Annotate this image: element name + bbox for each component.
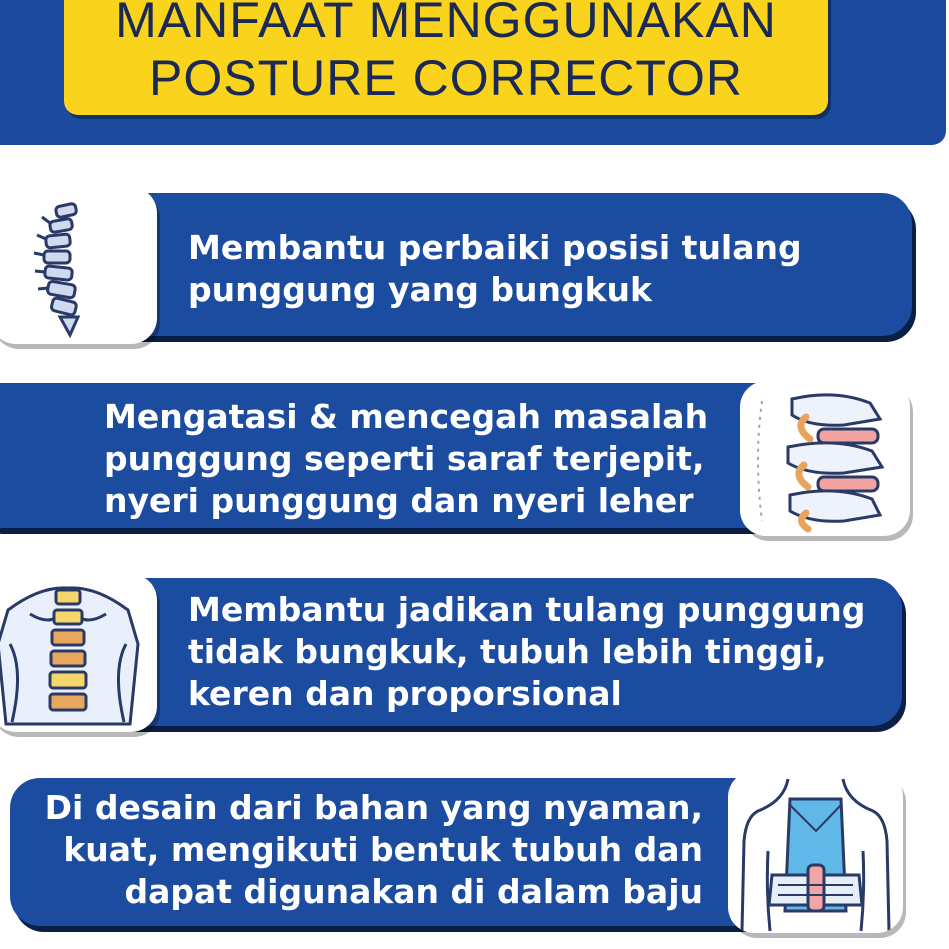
title-box — [64, 0, 828, 115]
benefit-1-line-2: punggung yang bungkuk — [188, 270, 652, 309]
benefit-3-line-3: keren dan proporsional — [188, 674, 622, 713]
benefit-1-line-1: Membantu perbaiki posisi tulang — [188, 228, 802, 267]
benefit-2-line-2: punggung seperti saraf terjepit, — [104, 439, 705, 478]
title-line-2: POSTURE CORRECTOR — [149, 50, 743, 106]
benefit-2-line-3: nyeri punggung dan nyeri leher — [104, 481, 694, 520]
title-line-1: MANFAAT MENGGUNAKAN — [115, 0, 777, 48]
benefit-4-line-1: Di desain dari bahan yang nyaman, — [44, 788, 703, 827]
benefit-4-line-2: kuat, mengikuti bentuk tubuh dan — [63, 830, 703, 869]
vertebrae-icon — [740, 381, 910, 536]
benefit-3-line-1: Membantu jadikan tulang punggung — [188, 590, 866, 629]
posture-brace-icon — [728, 771, 903, 933]
benefit-2-text — [104, 396, 708, 522]
back-spine-icon — [0, 574, 157, 732]
benefit-2-line-1: Mengatasi & mencegah masalah — [104, 397, 709, 436]
spine-icon — [0, 187, 157, 344]
benefit-3-text — [188, 589, 865, 715]
benefit-1-text — [188, 227, 802, 311]
benefit-4-text — [45, 787, 703, 913]
benefit-4-line-3: dapat digunakan di dalam baju — [124, 872, 703, 911]
benefit-3-line-2: tidak bungkuk, tubuh lebih tinggi, — [188, 632, 827, 671]
